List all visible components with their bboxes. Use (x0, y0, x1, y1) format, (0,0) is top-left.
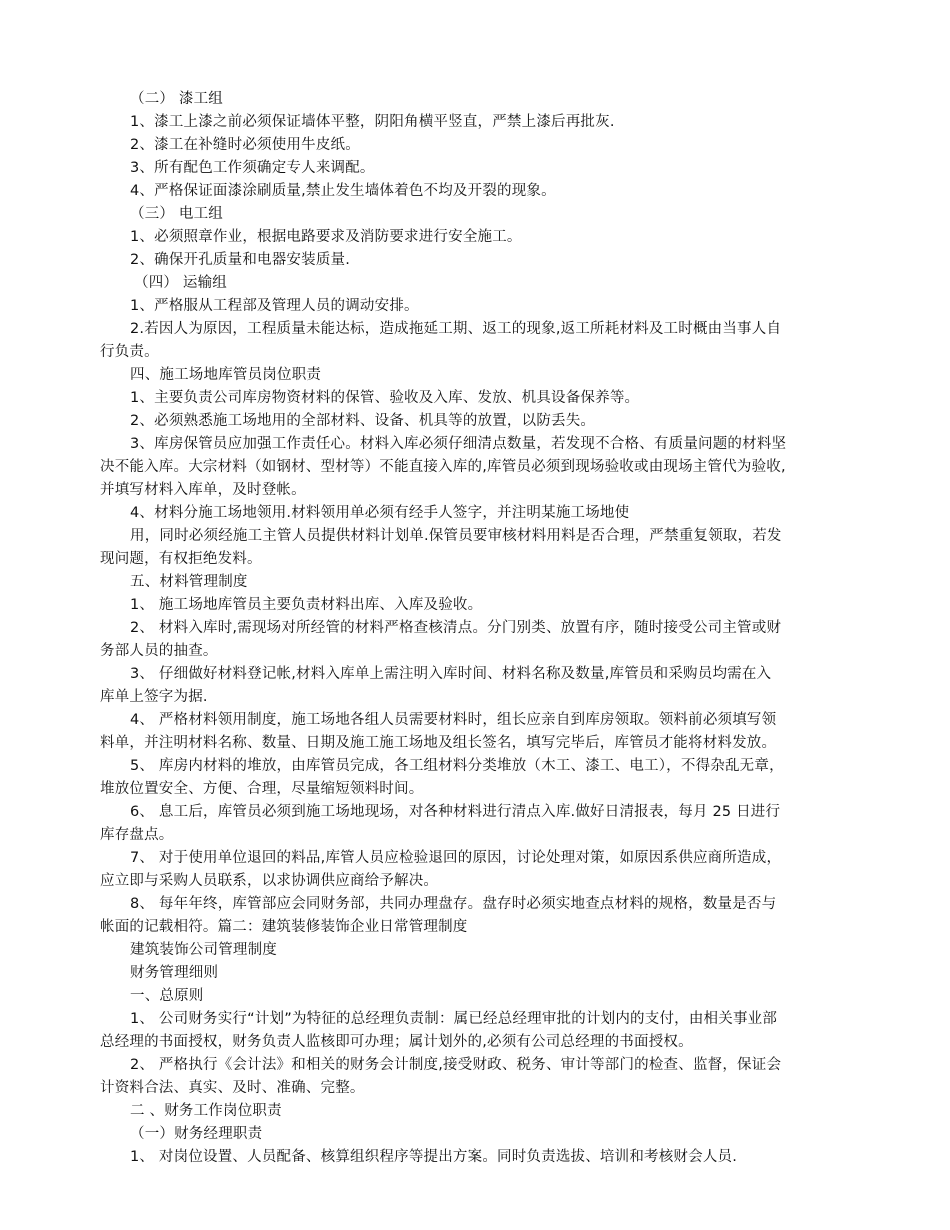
section-heading-warehouse-duties: 四、施工场地库管员岗位职责 (130, 367, 322, 383)
section-heading-material-management: 五、材料管理制度 (130, 574, 248, 590)
paragraph-line: 应立即与采购人员联系，以求协调供应商给予解决。 (100, 873, 439, 889)
paragraph-line: 现问题，有权拒绝发料。 (100, 551, 262, 567)
section-heading-paint-group: （二） 漆工组 (130, 91, 224, 107)
paragraph-line: 2、漆工在补缝时必须使用牛皮纸。 (130, 137, 360, 153)
section-heading-finance-rules: 财务管理细则 (130, 965, 219, 981)
section-heading-electric-group: （三） 电工组 (130, 206, 224, 222)
paragraph-line: 帐面的记载相符。篇二：建筑装修装饰企业日常管理制度 (100, 919, 468, 935)
paragraph-line: 用，同时必须经施工主管人员提供材料计划单.保管员要审核材料用料是否合理，严禁重复领取，若发 (130, 528, 782, 544)
paragraph-line: 4、严格保证面漆涂刷质量,禁止发生墙体着色不均及开裂的现象。 (130, 183, 556, 199)
paragraph-line: 1、 公司财务实行“计划”为特征的总经理负责制：属已经总经理审批的计划内的支付，由相关事业部 (130, 1011, 778, 1027)
paragraph-line: 行负责。 (100, 344, 159, 360)
paragraph-line: 并填写材料入库单，及时登帐。 (100, 482, 306, 498)
section-heading-general-principles: 一、总原则 (130, 988, 204, 1004)
paragraph-line: 3、所有配色工作须确定专人来调配。 (130, 160, 375, 176)
paragraph-line: 2、确保开孔质量和电器安装质量. (130, 252, 351, 268)
paragraph-line: 决不能入库。大宗材料（如钢材、型材等）不能直接入库的,库管员必须到现场验收或由现场主管代为验收, (100, 459, 786, 475)
paragraph-line: 2、必须熟悉施工场地用的全部材料、设备、机具等的放置，以防丢失。 (130, 413, 596, 429)
paragraph-line: 3、 仔细做好材料登记帐,材料入库单上需注明入库时间、材料名称及数量,库管员和采购员均需在入 (130, 666, 772, 682)
paragraph-line: 1、必须照章作业，根据电路要求及消防要求进行安全施工。 (130, 229, 522, 245)
paragraph-line: 4、 严格材料领用制度，施工场地各组人员需要材料时，组长应亲自到库房领取。领料前必须填写领 (130, 712, 777, 728)
paragraph-line: 4、材料分施工场地领用.材料领用单必须有经手人签字，并注明某施工场地使 (130, 505, 630, 521)
paragraph-line: 计资料合法、真实、及时、准确、完整。 (100, 1080, 365, 1096)
paragraph-line: 5、 库房内材料的堆放，由库管员完成，各工组材料分类堆放（木工、漆工、电工），不得杂乱无章， (130, 758, 784, 774)
paragraph-line: 8、 每年年终，库管部应会同财务部，共同办理盘存。盘存时必须实地查点材料的规格，数量是否与 (130, 896, 777, 912)
paragraph-line: 1、 施工场地库管员主要负责材料出库、入库及验收。 (130, 597, 483, 613)
paragraph-line: 料单，并注明材料名称、数量、日期及施工施工场地及组长签名，填写完毕后，库管员才能将材料发放。 (100, 735, 777, 751)
paragraph-line: 2.若因人为原因，工程质量未能达标，造成拖延工期、返工的现象,返工所耗材料及工时概由当事人自 (130, 321, 782, 337)
paragraph-line: 3、库房保管员应加强工作责任心。材料入库必须仔细清点数量，若发现不合格、有质量问题的材料坚 (130, 436, 787, 452)
section-heading-transport-group: （四） 运输组 (134, 275, 228, 291)
section-heading-finance-duties: 二 、财务工作岗位职责 (130, 1103, 282, 1119)
paragraph-line: 7、 对于使用单位退回的料品,库管人员应检验退回的原因，讨论处理对策，如原因系供应商所造成， (130, 850, 782, 866)
paragraph-line: 库单上签字为据. (100, 689, 208, 705)
paragraph-line: 2、 严格执行《会计法》和相关的财务会计制度,接受财政、税务、审计等部门的检查、监督，保证会 (130, 1057, 782, 1073)
paragraph-line: 1、 对岗位设置、人员配备、核算组织程序等提出方案。同时负责选拔、培训和考核财会人员. (130, 1149, 738, 1165)
paragraph-line: 1、主要负责公司库房物资材料的保管、验收及入库、发放、机具设备保养等。 (130, 390, 640, 406)
paragraph-line: 1、严格服从工程部及管理人员的调动安排。 (130, 298, 419, 314)
paragraph-line: 库存盘点。 (100, 827, 174, 843)
paragraph-line: 堆放位置安全、方便、合理，尽量缩短领料时间。 (100, 781, 424, 797)
paragraph-line: 6、 息工后，库管员必须到施工场地现场，对各种材料进行清点入库.做好日清报表，每月 25 日进行 (130, 804, 781, 820)
paragraph-line: 1、漆工上漆之前必须保证墙体平整，阴阳角横平竖直，严禁上漆后再批灰. (130, 114, 615, 130)
document-body (100, 88, 860, 1169)
document-title-company-rules: 建筑装饰公司管理制度 (130, 942, 277, 958)
paragraph-line: 总经理的书面授权，财务负责人监核即可办理；属计划外的,必须有公司总经理的书面授权。 (100, 1034, 693, 1050)
section-heading-finance-manager: （一）财务经理职责 (130, 1126, 263, 1142)
paragraph-line: 2、 材料入库时,需现场对所经管的材料严格查核清点。分门别类、放置有序，随时接受公司主管或财 (130, 620, 782, 636)
paragraph-line: 务部人员的抽查。 (100, 643, 218, 659)
